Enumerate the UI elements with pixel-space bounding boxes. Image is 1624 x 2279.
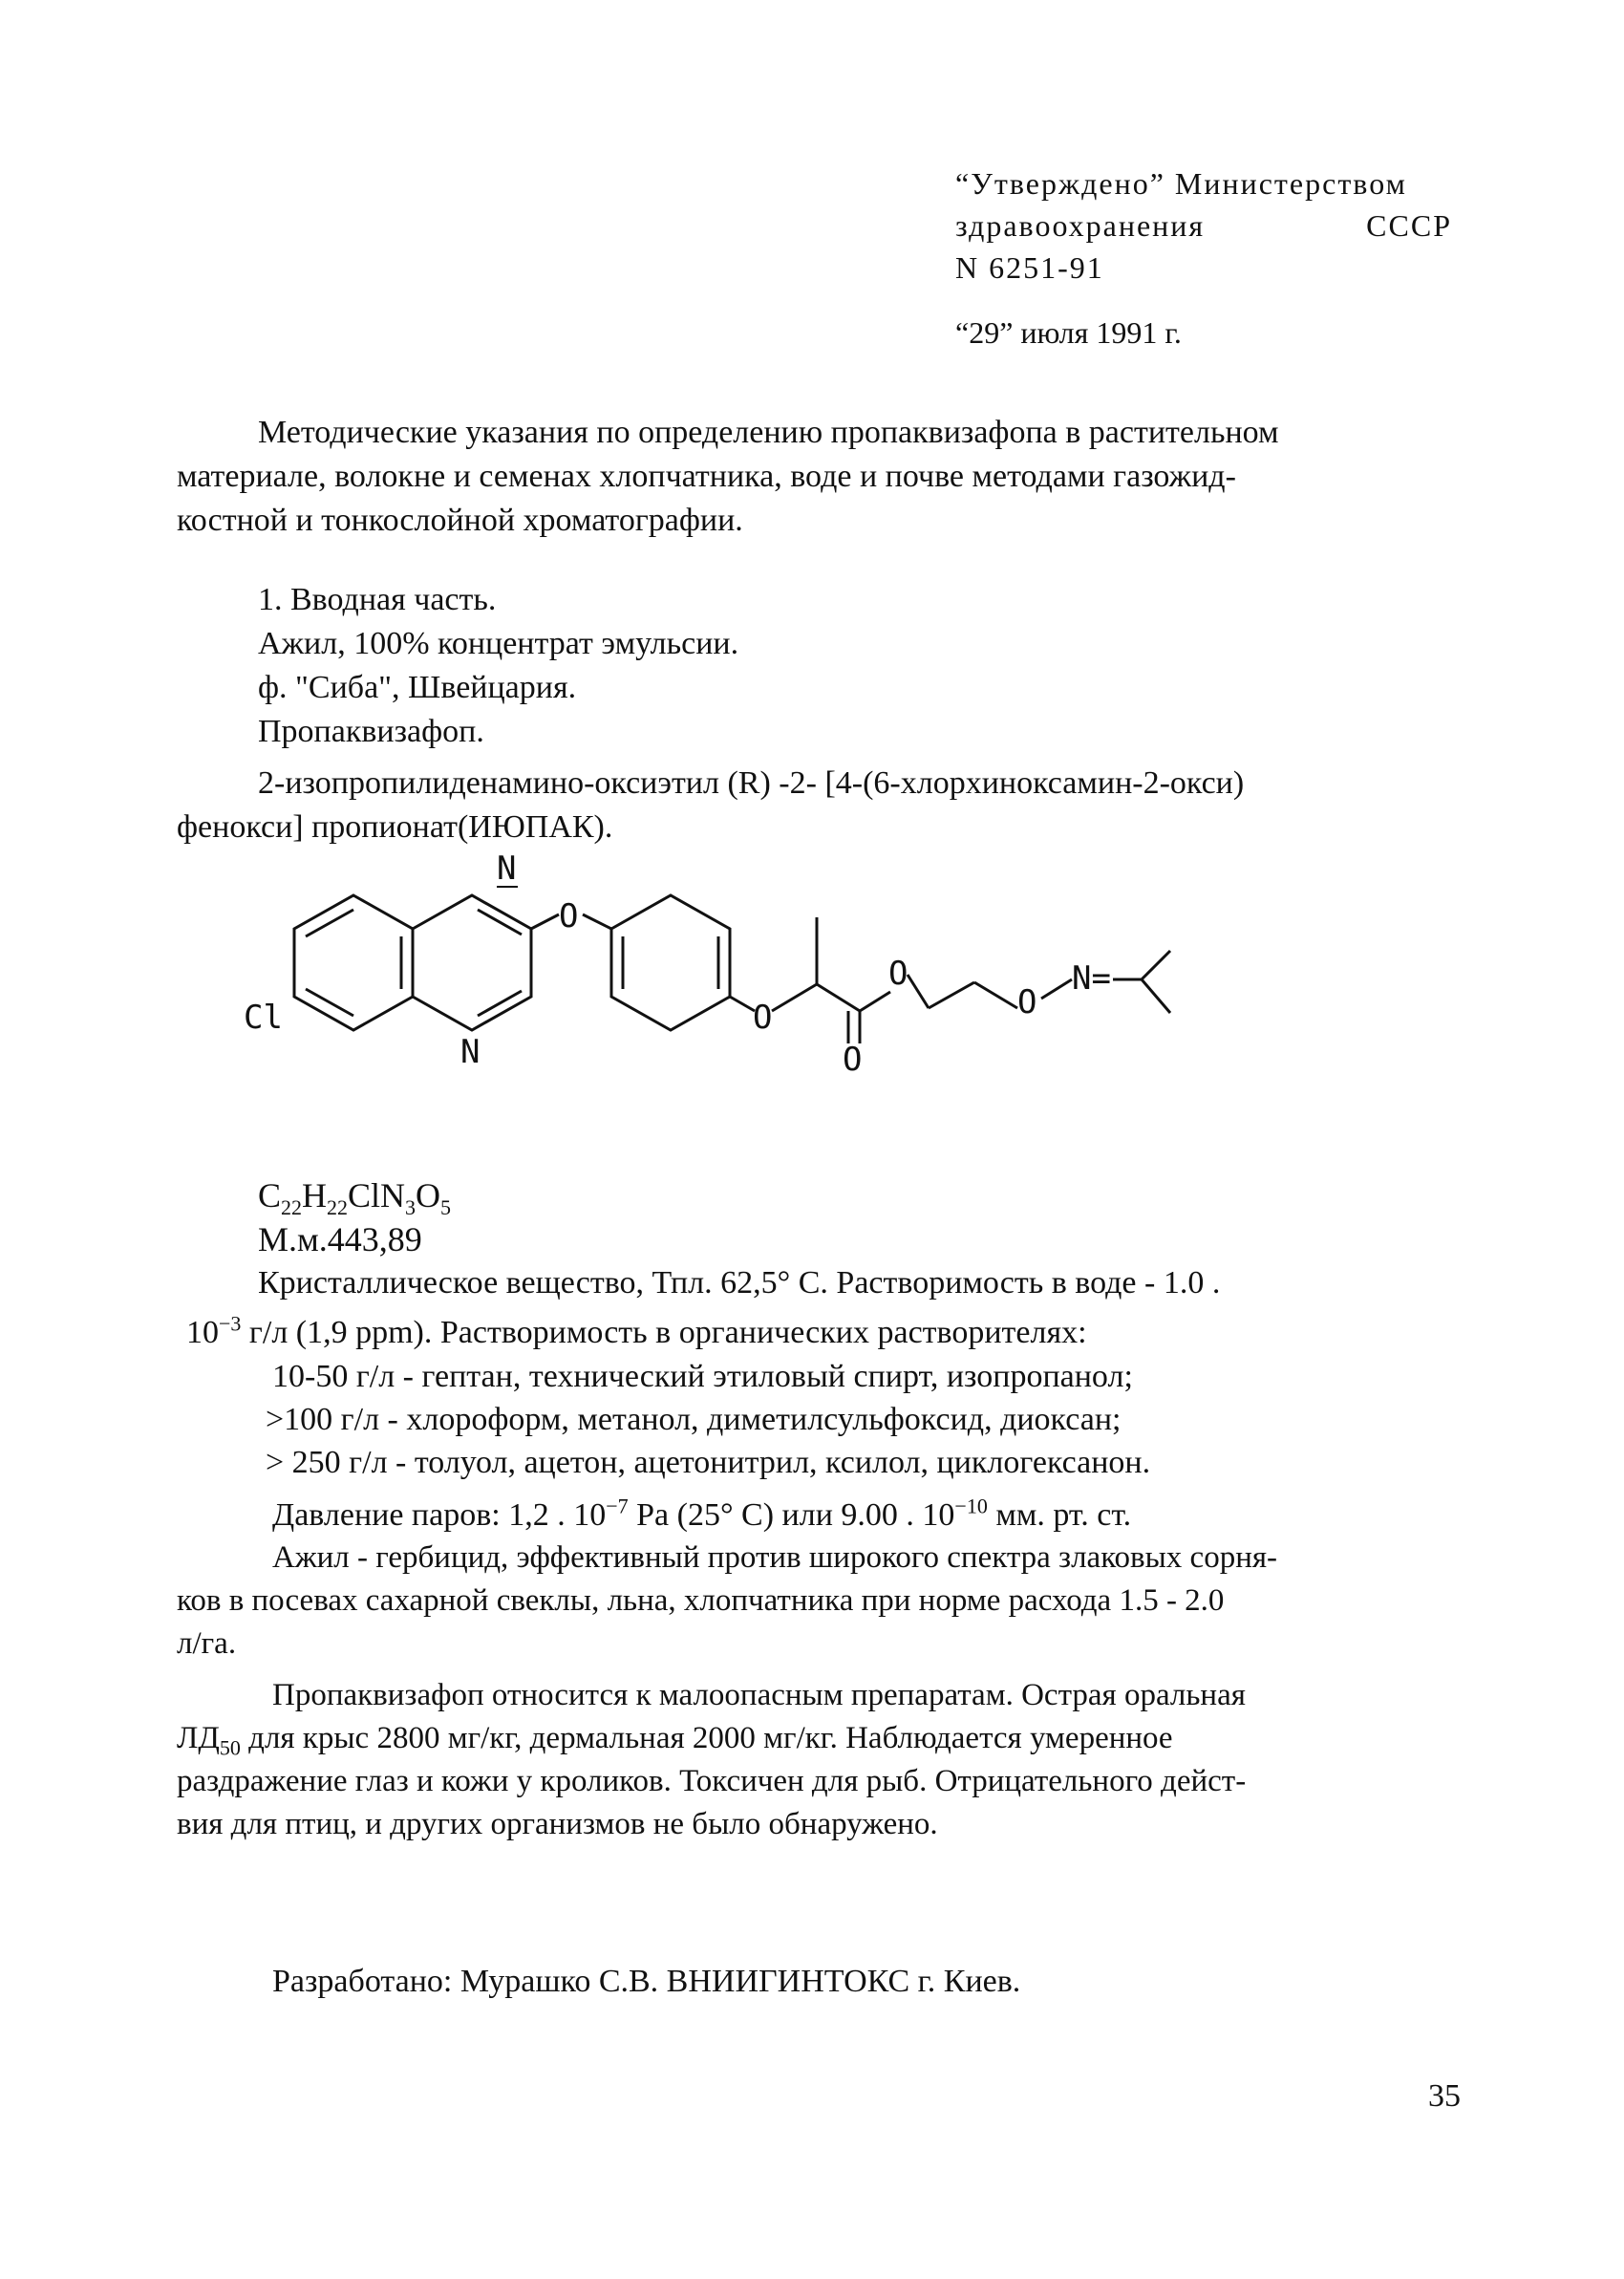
developed-by: Разработано: Мурашко С.В. ВНИИГИНТОКС г. Киев. <box>272 1964 1021 1999</box>
atom-n-imine: N= <box>1072 959 1111 998</box>
toxicity-paragraph <box>177 1674 1462 1846</box>
title-line-2: материале, волокне и семенах хлопчатника, воде и почве методами газожид- <box>177 459 1236 494</box>
atom-o-phenoxy: O <box>753 999 773 1037</box>
atom-o-ether: O <box>559 897 579 935</box>
atom-o-ester: O <box>888 955 908 993</box>
usage-line-3: л/га. <box>177 1626 237 1661</box>
substance-name: Пропаквизафоп. <box>258 714 484 749</box>
toxicity-line-2: $ЛД_{50}$ для крыс 2800 мг/кг, дермальная 2000 мг/кг. Наблюдается умеренное <box>177 1721 1173 1760</box>
title-line-1: Методические указания по определению пропаквизафопа в растительном <box>258 415 1279 450</box>
toxicity-line-4: вия для птиц, и других организмов не было обнаружено. <box>177 1807 938 1841</box>
page-number: 35 <box>1428 2078 1461 2114</box>
product-name: Ажил, 100% концентрат эмульсии. <box>258 626 739 661</box>
usage-line-1: Ажил - гербицид, эффективный против широкого спектра злаковых сорня- <box>272 1540 1278 1575</box>
property-crystal: Кристаллическое вещество, Тпл. 62,5° С. Растворимость в воде - 1.0 . <box>258 1265 1221 1301</box>
phenyl-ring <box>611 895 730 1030</box>
molecular-formula: $C_{22}H_{22}ClN_3O_5$ <box>258 1176 452 1220</box>
property-water-solubility: $10^{-3}$ г/л (1,9 ppm). Растворимость в органических растворителях: <box>186 1311 1087 1350</box>
solvent-group-3: > 250 г/л - толуол, ацетон, ацетонитрил, ксилол, циклогексанон. <box>266 1445 1151 1480</box>
approval-line-1: “Утверждено” Министерством <box>955 166 1407 201</box>
approval-date: “29” июля 1991 г. <box>955 315 1182 350</box>
pyrazine-ring <box>413 895 531 1030</box>
molecular-formula-block <box>258 1173 451 1261</box>
usage-paragraph <box>177 1537 1462 1666</box>
approval-line-2 <box>955 204 1452 247</box>
atom-o-oxime: O <box>1017 983 1037 1021</box>
atom-n-bottom: N <box>460 1033 481 1071</box>
document-title <box>177 411 1462 543</box>
iupac-line-2: фенокси] пропионат(ИЮПАК). <box>177 809 613 845</box>
formula-bonds <box>294 895 1170 1043</box>
benzo-ring <box>294 895 413 1030</box>
solvent-group-1: 10-50 г/л - гептан, технический этиловый спирт, изопропанол; <box>272 1359 1133 1394</box>
approval-number: N 6251-91 <box>955 250 1104 285</box>
intro-section <box>258 578 738 754</box>
manufacturer: ф. "Сиба", Швейцария. <box>258 670 577 705</box>
structural-formula <box>239 841 1414 1166</box>
atom-o-carbonyl: O <box>843 1041 863 1079</box>
molecular-mass: М.м.443,89 <box>258 1220 422 1258</box>
toxicity-line-1: Пропаквизафоп относится к малоопасным препаратам. Острая оральная <box>272 1678 1246 1712</box>
section-heading: 1. Вводная часть. <box>258 582 497 617</box>
title-line-3: костной и тонкослойной хроматографии. <box>177 503 743 538</box>
atom-n-top: N <box>497 849 517 888</box>
approval-ministry: здравоохранения <box>955 208 1206 243</box>
iupac-line-1: 2-изопропилиденамино-оксиэтил (R) -2- [4-(6-хлорхиноксамин-2-окси) <box>258 765 1245 801</box>
approval-country: СССР <box>1366 208 1452 243</box>
atom-cl: Cl <box>244 999 283 1037</box>
solvent-group-2: >100 г/л - хлороформ, метанол, диметилсульфоксид, диоксан; <box>266 1402 1122 1437</box>
toxicity-line-3: раздражение глаз и кожи у кроликов. Токсичен для рыб. Отрицательного дейст- <box>177 1764 1247 1798</box>
iupac-name <box>177 762 1462 849</box>
vapor-pressure: Давление паров: 1,2 . $10^{-7}$ Pa (25° C) или 9.00 . $10^{-10}$ мм. рт. ст. <box>272 1494 1132 1533</box>
approval-block <box>955 162 1452 289</box>
usage-line-2: ков в посевах сахарной свеклы, льна, хлопчатника при норме расхода 1.5 - 2.0 <box>177 1583 1225 1618</box>
